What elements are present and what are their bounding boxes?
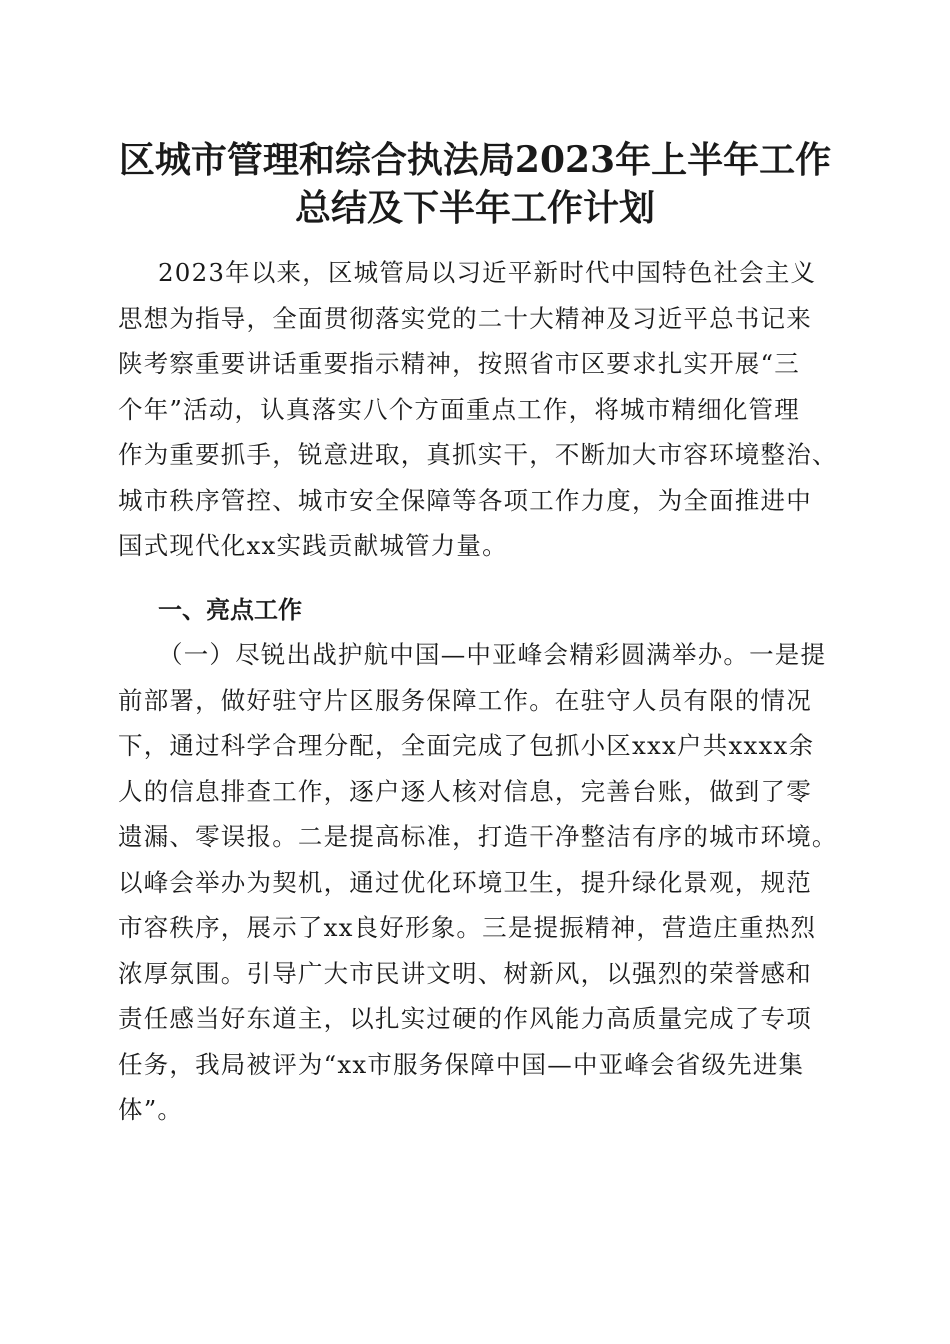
paragraph-line: 以峰会举办为契机，通过优化环境卫生，提升绿化景观，规范 — [118, 867, 812, 897]
paragraph-line: 体”。 — [118, 1095, 184, 1124]
intro-paragraph — [118, 250, 838, 569]
paragraph-line: （一）尽锐出战护航中国—中亚峰会精彩圆满举办。一是提 — [158, 640, 827, 669]
document-title-line-2: 总结及下半年工作计划 — [294, 187, 655, 229]
paragraph-line: 市容秩序，展示了xx良好形象。三是提振精神，营造庄重热烈 — [118, 913, 817, 942]
paragraph-line: 下，通过科学合理分配，全面完成了包抓小区xxx户共xxxx余 — [118, 731, 815, 760]
paragraph-line: 陕考察重要讲话重要指示精神，按照省市区要求扎实开展“三 — [118, 349, 800, 378]
paragraph-line: 前部署，做好驻守片区服务保障工作。在驻守人员有限的情况 — [118, 685, 812, 715]
document-title-line-1: 区城市管理和综合执法局2023年上半年工作 — [118, 139, 832, 181]
paragraph-line: 2023年以来，区城管局以习近平新时代中国特色社会主义 — [158, 258, 817, 287]
paragraph-line: 思想为指导，全面贯彻落实党的二十大精神及习近平总书记来 — [118, 303, 812, 333]
section-heading-highlights: 一、亮点工作 — [158, 596, 302, 624]
paragraph-line: 作为重要抓手，锐意进取，真抓实干，不断加大市容环境整治、 — [118, 440, 838, 469]
paragraph-line: 浓厚氛围。引导广大市民讲文明、树新风，以强烈的荣誉感和 — [118, 958, 812, 988]
paragraph-line: 城市秩序管控、城市安全保障等各项工作力度，为全面推进中 — [118, 485, 812, 515]
section-1-paragraph — [118, 632, 838, 1133]
paragraph-line: 个年”活动，认真落实八个方面重点工作，将城市精细化管理 — [118, 394, 800, 424]
paragraph-line: 人的信息排查工作，逐户逐人核对信息，完善台账，做到了零 — [118, 776, 812, 806]
paragraph-line: 责任感当好东道主，以扎实过硬的作风能力高质量完成了专项 — [118, 1004, 812, 1033]
paragraph-line: 任务，我局被评为“xx市服务保障中国—中亚峰会省级先进集 — [118, 1049, 805, 1079]
paragraph-line: 国式现代化xx实践贡献城管力量。 — [118, 531, 508, 560]
paragraph-line: 遗漏、零误报。二是提高标准，打造干净整洁有序的城市环境。 — [118, 822, 838, 851]
